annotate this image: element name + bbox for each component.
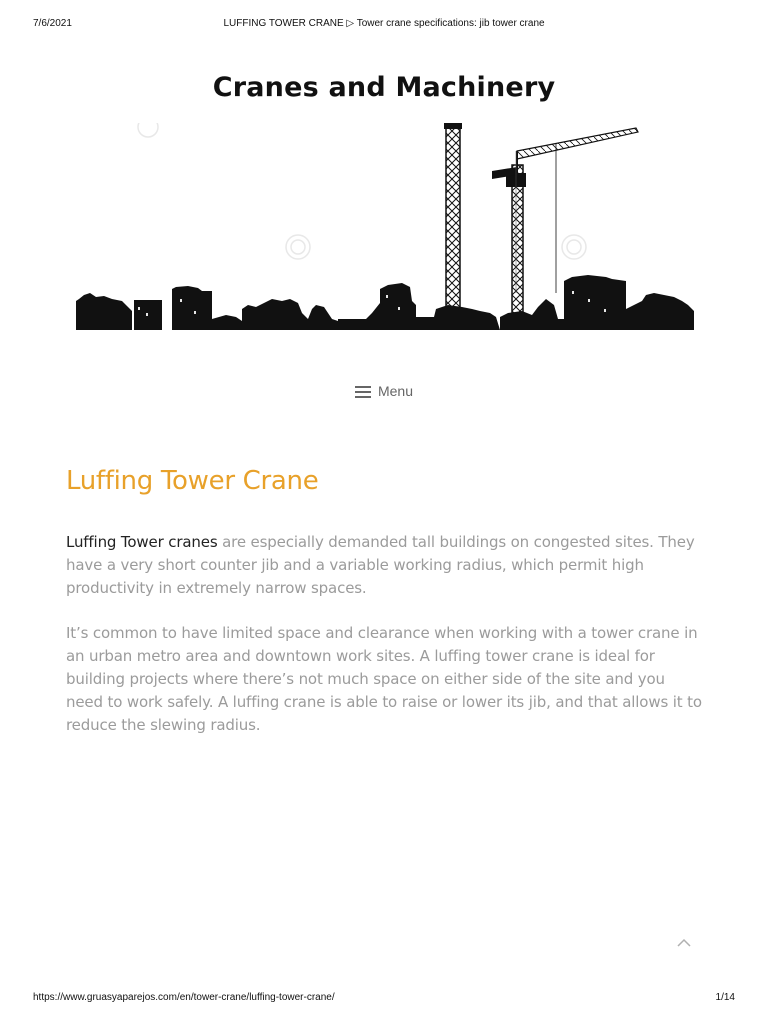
menu-toggle-button[interactable] <box>0 383 768 399</box>
print-page-number: 1/14 <box>715 992 735 1003</box>
hamburger-icon <box>355 386 371 397</box>
chevron-up-icon[interactable] <box>676 937 692 949</box>
print-document-title: LUFFING TOWER CRANE ▷ Tower crane specifications: jib tower crane <box>223 18 545 29</box>
print-date: 7/6/2021 <box>33 18 72 29</box>
menu-label: Menu <box>377 383 414 399</box>
article-paragraph-intro-text: are especially demanded tall buildings on congested sites. They have a very short counter jib and a variable working radius, which permit high productivity in extremely narrow spaces. <box>66 533 695 597</box>
print-url: https://www.gruasyaparejos.com/en/tower-crane/luffing-tower-crane/ <box>33 992 335 1003</box>
luffing-tower-cranes-link[interactable]: Luffing Tower cranes <box>66 533 218 551</box>
article-paragraph-urban: It’s common to have limited space and clearance when working with a tower crane in an urban metro area and downtown work sites. A luffing tower crane is ideal for building projects where there’s not much space on either side of the site and you need to work safely. A luffing crane is able to raise or lower its jib, and that allows it to reduce the slewing radius. <box>66 624 702 734</box>
site-title[interactable]: Cranes and Machinery <box>212 72 556 103</box>
print-header <box>0 0 768 40</box>
article-title: Luffing Tower Crane <box>66 466 319 496</box>
article-paragraph-intro <box>66 531 702 600</box>
skyline-cranes-banner <box>76 123 694 330</box>
